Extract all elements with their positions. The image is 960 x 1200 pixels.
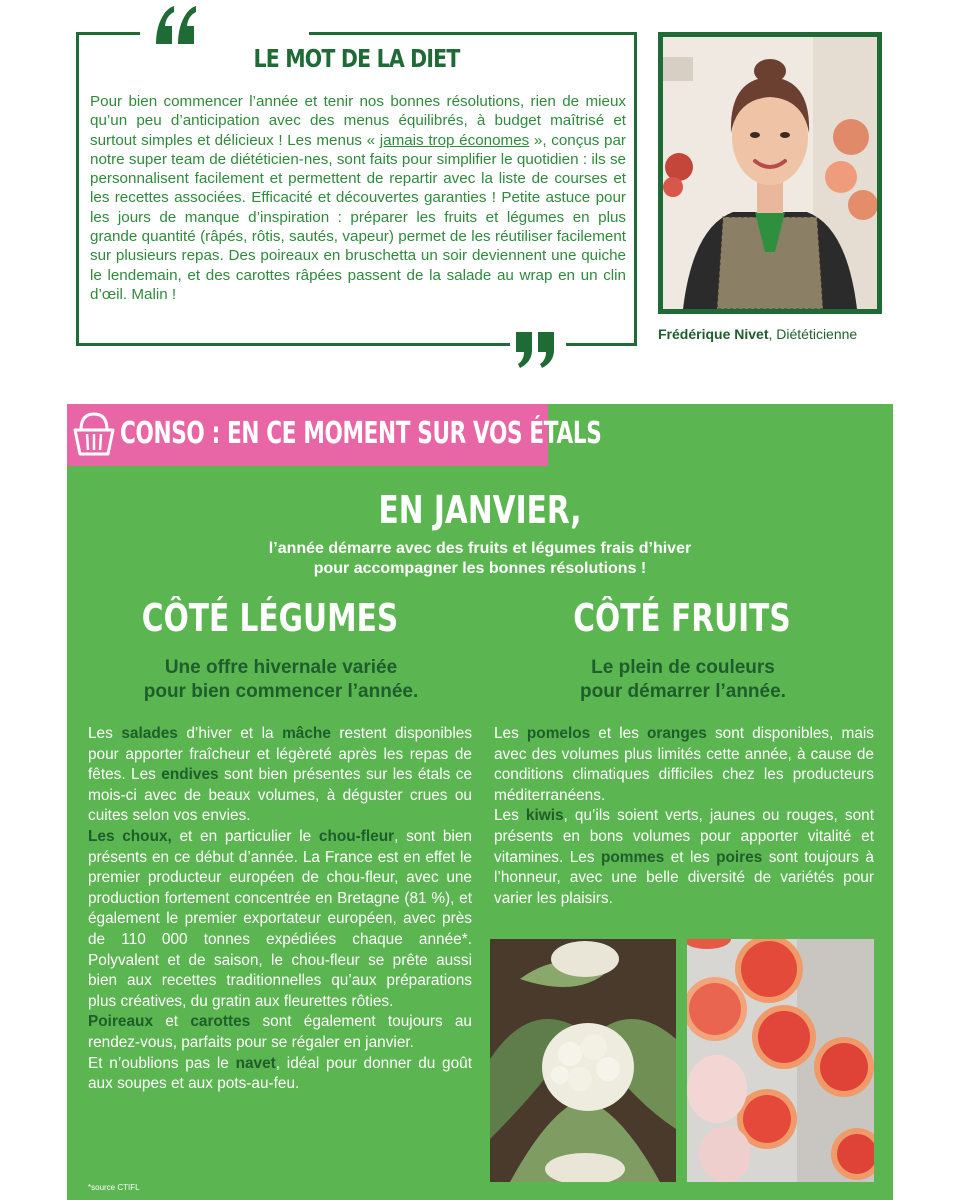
legumes-title: CÔTÉ LÉGUMES <box>141 596 399 640</box>
text-run: Les <box>88 725 122 742</box>
highlight-term: navet <box>235 1054 276 1072</box>
text-run: , qu’ils soient verts, jaunes ou rouges, sont présents en bons volumes pour apporter vitalité et vitamines. Les <box>494 807 874 866</box>
text-run: sont également toujours au rendez-vous, parfaits pour se régaler en janvier. <box>88 1013 472 1051</box>
close-quote-icon <box>514 330 560 372</box>
dietitian-portrait <box>658 32 882 314</box>
quote-title: LE MOT DE LA DIET <box>253 44 460 73</box>
text-run: et en particulier le <box>171 827 319 845</box>
author-role: , Diététicienne <box>768 326 858 342</box>
text-run: , sont bien présents en ce début d’année. La France est en effet le premier producteur européen de chou-fleur, avec une production fortement concentrée en Bretagne (81 %), et également le premier exportateur européen, avec près de 110 000 tonnes expédiées chaque année*. Polyvalent et de saison, le chou-fleur se prête aussi bien aux recettes traditionnelles qu’aux préparations plus créatives, du gratin aux fleurettes rôties. <box>88 827 472 1010</box>
menus-link[interactable]: jamais trop économes <box>379 131 530 149</box>
fruits-paragraph <box>494 724 874 806</box>
cauliflower-photo <box>490 939 676 1182</box>
fruits-paragraph <box>494 806 874 909</box>
legumes-text <box>88 724 472 1095</box>
highlight-term: mâche <box>282 725 331 742</box>
text-run: Et n’oublions pas le <box>88 1054 236 1072</box>
text-run: , idéal pour donner du goût aux soupes et aux pots-au-feu. <box>88 1054 473 1093</box>
month-title: EN JANVIER, <box>378 488 582 532</box>
highlight-term: oranges <box>646 725 707 742</box>
text-run: Les <box>494 725 527 742</box>
source-note: *source CTIFL <box>88 1183 140 1192</box>
grapefruit-photo <box>687 939 874 1182</box>
quote-paragraph: Pour bien commencer l’année et tenir nos bonnes résolutions, rien de mieux qu’un peu d’anticipation avec des menus équilibrés, à budget maîtrisé et surtout simples et délicieux ! Les menus « jamais trop économes », conçus par notre super team de diététicien-nes, sont faits pour simplifier le quotidien : ils se personnalisent facilement et permettent de repartir avec la liste de courses et les recettes associées. Efficacité et découvertes garanties ! Petite astuce pour les jours de manque d’inspiration : préparer les fruits et légumes en plus grande quantité (râpés, rôtis, sautés, vapeur) permet de les réutiliser facilement sur plusieurs repas. Des poireaux en bruschetta un soir deviennent une quiche le lendemain, et des carottes râpées passent de la salade au wrap en un clin d’œil. Malin ! <box>90 93 626 303</box>
highlight-term: salades <box>121 725 178 742</box>
text-run: Les <box>494 807 526 825</box>
highlight-term: Poireaux <box>88 1013 154 1031</box>
text-run: sont toujours à l’honneur, avec une belle diversité de variétés pour varier les plaisirs. <box>494 848 874 907</box>
highlight-term: endives <box>161 766 219 784</box>
conso-title: CONSO : EN CE MOMENT SUR VOS ÉTALS <box>120 416 602 451</box>
legumes-paragraph <box>88 724 472 827</box>
portrait-illustration <box>663 37 877 309</box>
fruits-text <box>494 724 874 909</box>
text-run: restent disponibles pour apporter fraîcheur et légèreté après les repas de fêtes. Les <box>88 725 473 784</box>
author-name: Frédérique Nivet <box>658 326 769 342</box>
text-run: sont bien présentes sur les étals ce mois-ci avec de beaux volumes, à déguster crues ou cuites selon vos envies. <box>88 766 472 825</box>
highlight-term: chou-fleur <box>318 827 395 845</box>
basket-icon <box>73 410 115 458</box>
open-quote-icon <box>152 4 200 48</box>
fruits-title: CÔTÉ FRUITS <box>573 596 791 640</box>
highlight-term: poires <box>716 848 763 866</box>
text-run: d’hiver et la <box>177 725 283 742</box>
portrait-caption <box>658 326 898 342</box>
highlight-term: carottes <box>190 1013 251 1031</box>
highlight-term: pomelos <box>526 725 591 742</box>
legumes-subtitle: Une offre hivernale variée pour bien commencer l’année. <box>143 657 419 702</box>
legumes-paragraph <box>88 827 472 1012</box>
text-run: et les <box>590 725 647 742</box>
intro-text: l’année démarre avec des fruits et légumes frais d’hiver pour accompagner les bonnes résolutions ! <box>268 540 692 577</box>
text-run: et les <box>664 848 717 866</box>
highlight-term: Les choux, <box>88 827 172 845</box>
highlight-term: kiwis <box>525 807 564 825</box>
fruits-subtitle: Le plein de couleurs pour démarrer l’année. <box>580 657 786 702</box>
highlight-term: pommes <box>600 848 665 866</box>
text-run: sont disponibles, mais avec des volumes plus limités cette année, à cause de conditions climatiques difficiles chez les producteurs méditerranéens. <box>494 725 874 804</box>
text-run: et <box>153 1013 191 1031</box>
legumes-paragraph <box>88 1012 472 1053</box>
legumes-paragraph <box>88 1054 472 1095</box>
